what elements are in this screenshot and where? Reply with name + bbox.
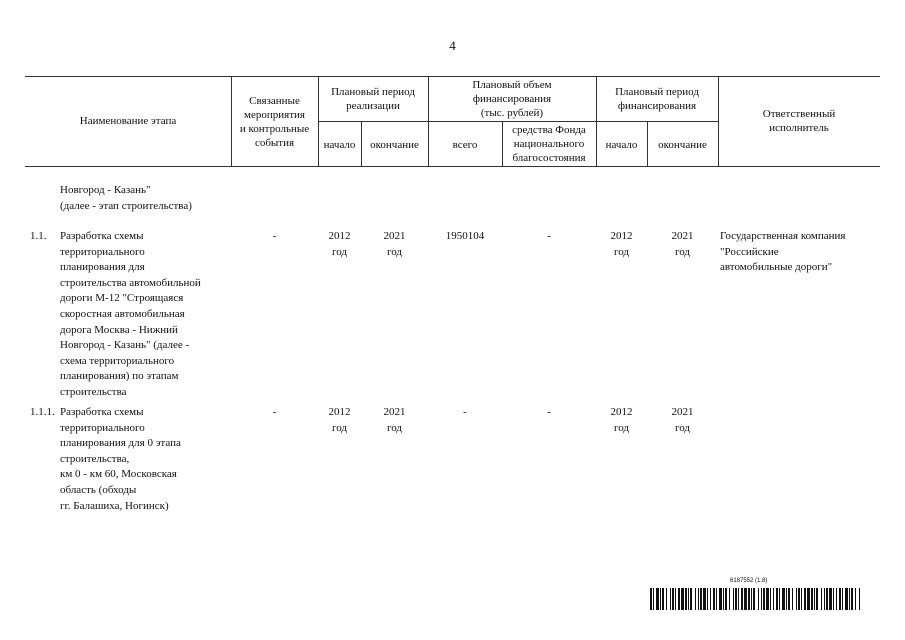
row-finance-start: 2012 год: [610, 406, 633, 434]
row-stage-name: Разработка схемы территориального планирования для 0 этапа строительства, км 0 - км 60, Московская область (обходы гг. Балашиха, Ногинск): [60, 406, 181, 512]
row-plan-end: 2021 год: [383, 230, 406, 258]
row-related: -: [272, 230, 277, 242]
row-number: 1.1.1.: [30, 406, 55, 418]
row-stage-name: Разработка схемы территориального планирования для строительства автомобильной дороги М-12 "Строящаяся скоростная автомобильная дорога Москва - Нижний Новгород - Казань" (далее - схема территориального планирования) по этапам строительства: [60, 230, 201, 398]
row-plan-start: 2012 год: [328, 406, 351, 434]
row-responsible: Государственная компания "Российские автомобильные дороги": [720, 230, 846, 274]
header-plan-start: начало: [323, 139, 356, 151]
row-finance-end: 2021 год: [671, 230, 694, 258]
barcode: [650, 588, 860, 610]
row-plan-end: 2021 год: [383, 406, 406, 434]
continuation-text: Новгород - Казань" (далее - этап строительства): [60, 184, 192, 212]
header-stage-name: Наименование этапа: [79, 115, 177, 127]
header-plan-period: Плановый период реализации: [331, 86, 415, 112]
page-number: 4: [449, 38, 456, 53]
row-volume-total: -: [463, 406, 467, 418]
header-plan-end: окончание: [370, 139, 419, 151]
row-finance-end: 2021 год: [671, 406, 694, 434]
header-volume-fund: средства Фонда национального благосостояния: [512, 124, 586, 164]
header-responsible: Ответственный исполнитель: [762, 108, 836, 134]
row-volume-fund: -: [547, 406, 551, 418]
row-plan-start: 2012 год: [328, 230, 351, 258]
header-finance-volume: Плановый объем финансирования (тыс. рублей): [472, 79, 552, 119]
barcode-label: 6187552 (1.8): [730, 578, 768, 584]
header-bottom-border: [25, 166, 880, 167]
row-number: 1.1.: [30, 230, 47, 242]
header-volume-total: всего: [452, 139, 478, 151]
header-top-border: [25, 76, 880, 77]
row-related: -: [272, 406, 277, 418]
header-finance-start: начало: [605, 139, 638, 151]
header-sub-border: [318, 121, 718, 122]
header-related-events: Связанные мероприятия и контрольные события: [239, 95, 310, 149]
row-volume-fund: -: [547, 230, 551, 242]
header-finance-period: Плановый период финансирования: [615, 86, 699, 112]
row-finance-start: 2012 год: [610, 230, 633, 258]
header-finance-end: окончание: [658, 139, 707, 151]
row-volume-total: 1950104: [445, 230, 485, 242]
